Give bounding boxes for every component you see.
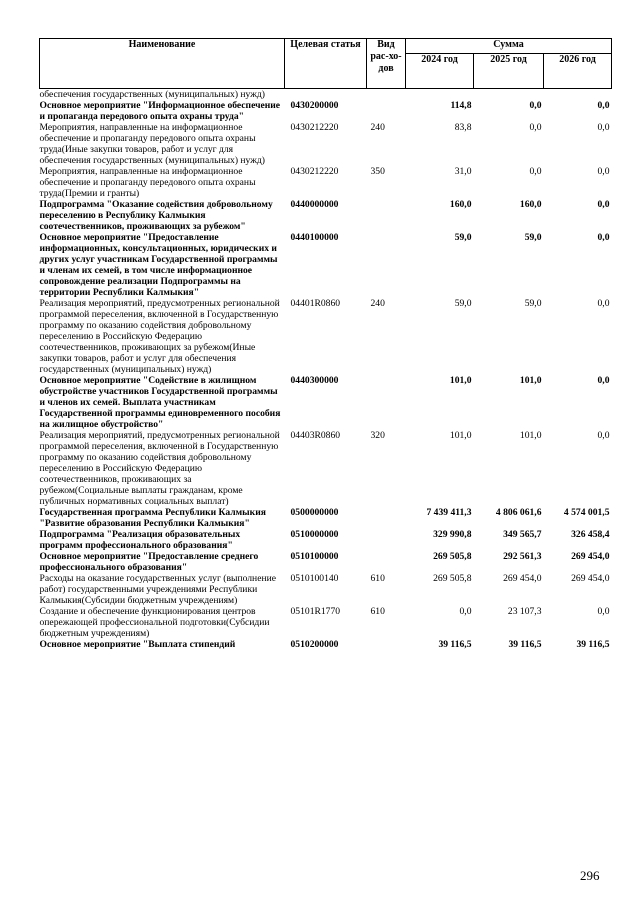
row-kind (367, 100, 406, 122)
row-kind (367, 89, 406, 101)
row-name: Основное мероприятие "Выплата стипендий (39, 639, 236, 650)
row-2025: 292 561,3 (503, 551, 542, 562)
row-code: 0430212220 (290, 166, 339, 177)
row-code (285, 89, 367, 101)
row-kind (367, 529, 406, 551)
row-code: 0510200000 (290, 639, 339, 650)
table-row (40, 606, 612, 639)
row-name: Основное мероприятие "Предоставление среднего профессионального образования" (39, 551, 259, 573)
row-2025: 0,0 (529, 100, 542, 111)
header-name: Наименование (40, 39, 285, 89)
row-name: Государственная программа Республики Калмыкия "Развитие образования Республики Калмыкия" (39, 507, 266, 529)
row-code: 0500000000 (290, 507, 339, 518)
row-kind: 610 (370, 606, 385, 617)
row-2024: 7 439 411,3 (426, 507, 472, 518)
row-2025: 101,0 (519, 375, 542, 386)
row-2025: 59,0 (524, 232, 542, 243)
row-kind (367, 232, 406, 298)
row-name: Подпрограмма "Оказание содействия добровольному переселению в Республику Калмыкия соотечественников, проживающих за рубежом" (39, 199, 273, 232)
row-kind (367, 375, 406, 430)
row-2026: 326 458,4 (571, 529, 610, 540)
row-2024: 269 505,8 (433, 551, 472, 562)
row-2024: 39 116,5 (438, 639, 472, 650)
row-name: Реализация мероприятий, предусмотренных региональной программой переселения, включенной в Государственную программу по оказанию содействия добровольному переселению в Российскую Федерацию соотечественников, проживающих за рубежом(Иные закупки товаров, работ и услуг для обеспечения государственных (муниципальных) нужд) (39, 298, 280, 375)
row-code: 0440100000 (290, 232, 339, 243)
row-kind (367, 507, 406, 529)
header-kind: Вид рас-хо-дов (367, 39, 406, 89)
row-kind: 350 (370, 166, 385, 177)
table-row (40, 122, 612, 166)
row-name: Создание и обеспечение функционирования центров опережающей профессиональной подготовки(Субсидии бюджетным учреждениям) (39, 606, 270, 639)
row-kind: 240 (370, 298, 385, 309)
row-code: 0510100000 (290, 551, 339, 562)
row-kind (367, 199, 406, 232)
row-name: обеспечения государственных (муниципальных) нужд) (39, 89, 265, 100)
header-target: Целевая статья (285, 39, 367, 89)
row-name: Мероприятия, направленные на информационное обеспечение и пропаганду передового опыта охраны труда(Премии и гранты) (39, 166, 256, 199)
row-code: 05101R1770 (290, 606, 341, 617)
row-kind: 610 (370, 573, 385, 584)
row-code: 0510100140 (290, 573, 339, 584)
row-2026: 0,0 (597, 232, 610, 243)
row-kind (367, 551, 406, 573)
table-row (40, 298, 612, 375)
table-row (40, 166, 612, 199)
row-kind: 240 (370, 122, 385, 133)
row-2026: 0,0 (597, 375, 610, 386)
row-2026 (544, 89, 612, 101)
row-2024: 31,0 (454, 166, 472, 177)
table-row (40, 639, 612, 650)
table-row (40, 100, 612, 122)
row-2024: 160,0 (449, 199, 472, 210)
row-code: 04403R0860 (290, 430, 341, 441)
row-2024: 83,8 (454, 122, 472, 133)
table-row (40, 551, 612, 573)
row-2026: 0,0 (597, 100, 610, 111)
row-2025: 349 565,7 (503, 529, 542, 540)
row-2024: 269 505,8 (433, 573, 472, 584)
row-code: 0440300000 (290, 375, 339, 386)
row-2026: 0,0 (597, 430, 610, 441)
row-2026: 0,0 (597, 166, 610, 177)
row-2026: 39 116,5 (576, 639, 610, 650)
table-row (40, 529, 612, 551)
row-2024: 0,0 (459, 606, 472, 617)
row-name: Основное мероприятие "Содействие в жилищном обустройстве участников Государственной программы и членов их семей. Выплата участникам Государственной программы единовременного пособия на жилищное обустройство" (39, 375, 281, 430)
row-2024: 114,8 (450, 100, 472, 111)
row-2025: 0,0 (529, 166, 542, 177)
table-row (40, 89, 612, 101)
row-code: 0430200000 (290, 100, 339, 111)
row-name: Подпрограмма "Реализация образовательных программ профессионального образования" (39, 529, 241, 551)
row-2026: 0,0 (597, 199, 610, 210)
table-row (40, 430, 612, 507)
row-2025: 101,0 (519, 430, 542, 441)
row-name: Мероприятия, направленные на информационное обеспечение и пропаганду передового опыта охраны труда(Иные закупки товаров, работ и услуг для обеспечения государственных (муниципальных) нужд) (39, 122, 265, 166)
row-2026: 0,0 (597, 122, 610, 133)
header-sum: Сумма (406, 39, 612, 54)
row-2026: 0,0 (597, 606, 610, 617)
row-2025: 269 454,0 (503, 573, 542, 584)
row-code: 0430212220 (290, 122, 339, 133)
row-2025 (474, 89, 544, 101)
table-row (40, 573, 612, 606)
row-name: Основное мероприятие "Информационное обеспечение и пропаганда передового опыта охраны труда" (39, 100, 281, 122)
row-2024 (406, 89, 474, 101)
table-row (40, 507, 612, 529)
row-2026: 0,0 (597, 298, 610, 309)
row-code: 0440000000 (290, 199, 339, 210)
table-row (40, 375, 612, 430)
row-2024: 101,0 (449, 375, 472, 386)
budget-table (39, 38, 612, 650)
row-code: 04401R0860 (290, 298, 341, 309)
row-2025: 4 806 061,6 (495, 507, 542, 518)
row-2024: 101,0 (449, 430, 472, 441)
row-2024: 59,0 (454, 298, 472, 309)
row-2026: 4 574 001,5 (563, 507, 610, 518)
row-2025: 39 116,5 (508, 639, 542, 650)
header-2026: 2026 год (544, 54, 612, 89)
row-2026: 269 454,0 (571, 551, 610, 562)
header-2025: 2025 год (474, 54, 544, 89)
row-2025: 23 107,3 (507, 606, 542, 617)
row-2024: 59,0 (454, 232, 472, 243)
table-row (40, 199, 612, 232)
row-2026: 269 454,0 (571, 573, 610, 584)
table-row (40, 232, 612, 298)
row-2025: 59,0 (524, 298, 542, 309)
row-code: 0510000000 (290, 529, 339, 540)
page-number: 296 (580, 868, 600, 883)
row-name: Основное мероприятие "Предоставление информационных, консультационных, юридических и других услуг участникам Государственной программы и членам их семей, в том числе информационное сопровождение реализации Подпрограммы на территории Республики Калмыкия" (39, 232, 278, 298)
row-name: Расходы на оказание государственных услуг (выполнение работ) государственными учреждениями Республики Калмыкия(Субсидии бюджетным учреждениям) (39, 573, 276, 606)
row-kind (367, 639, 406, 650)
header-2024: 2024 год (406, 54, 474, 89)
row-kind: 320 (370, 430, 385, 441)
row-name: Реализация мероприятий, предусмотренных региональной программой переселения, включенной в Государственную программу по оказанию содействия добровольному переселению в Российскую Федерацию соотечественников, проживающих за рубежом(Социальные выплаты гражданам, кроме публичных нормативных социальных выплат) (39, 430, 280, 507)
row-2024: 329 990,8 (433, 529, 472, 540)
table-body (40, 89, 612, 651)
row-2025: 160,0 (519, 199, 542, 210)
row-2025: 0,0 (529, 122, 542, 133)
